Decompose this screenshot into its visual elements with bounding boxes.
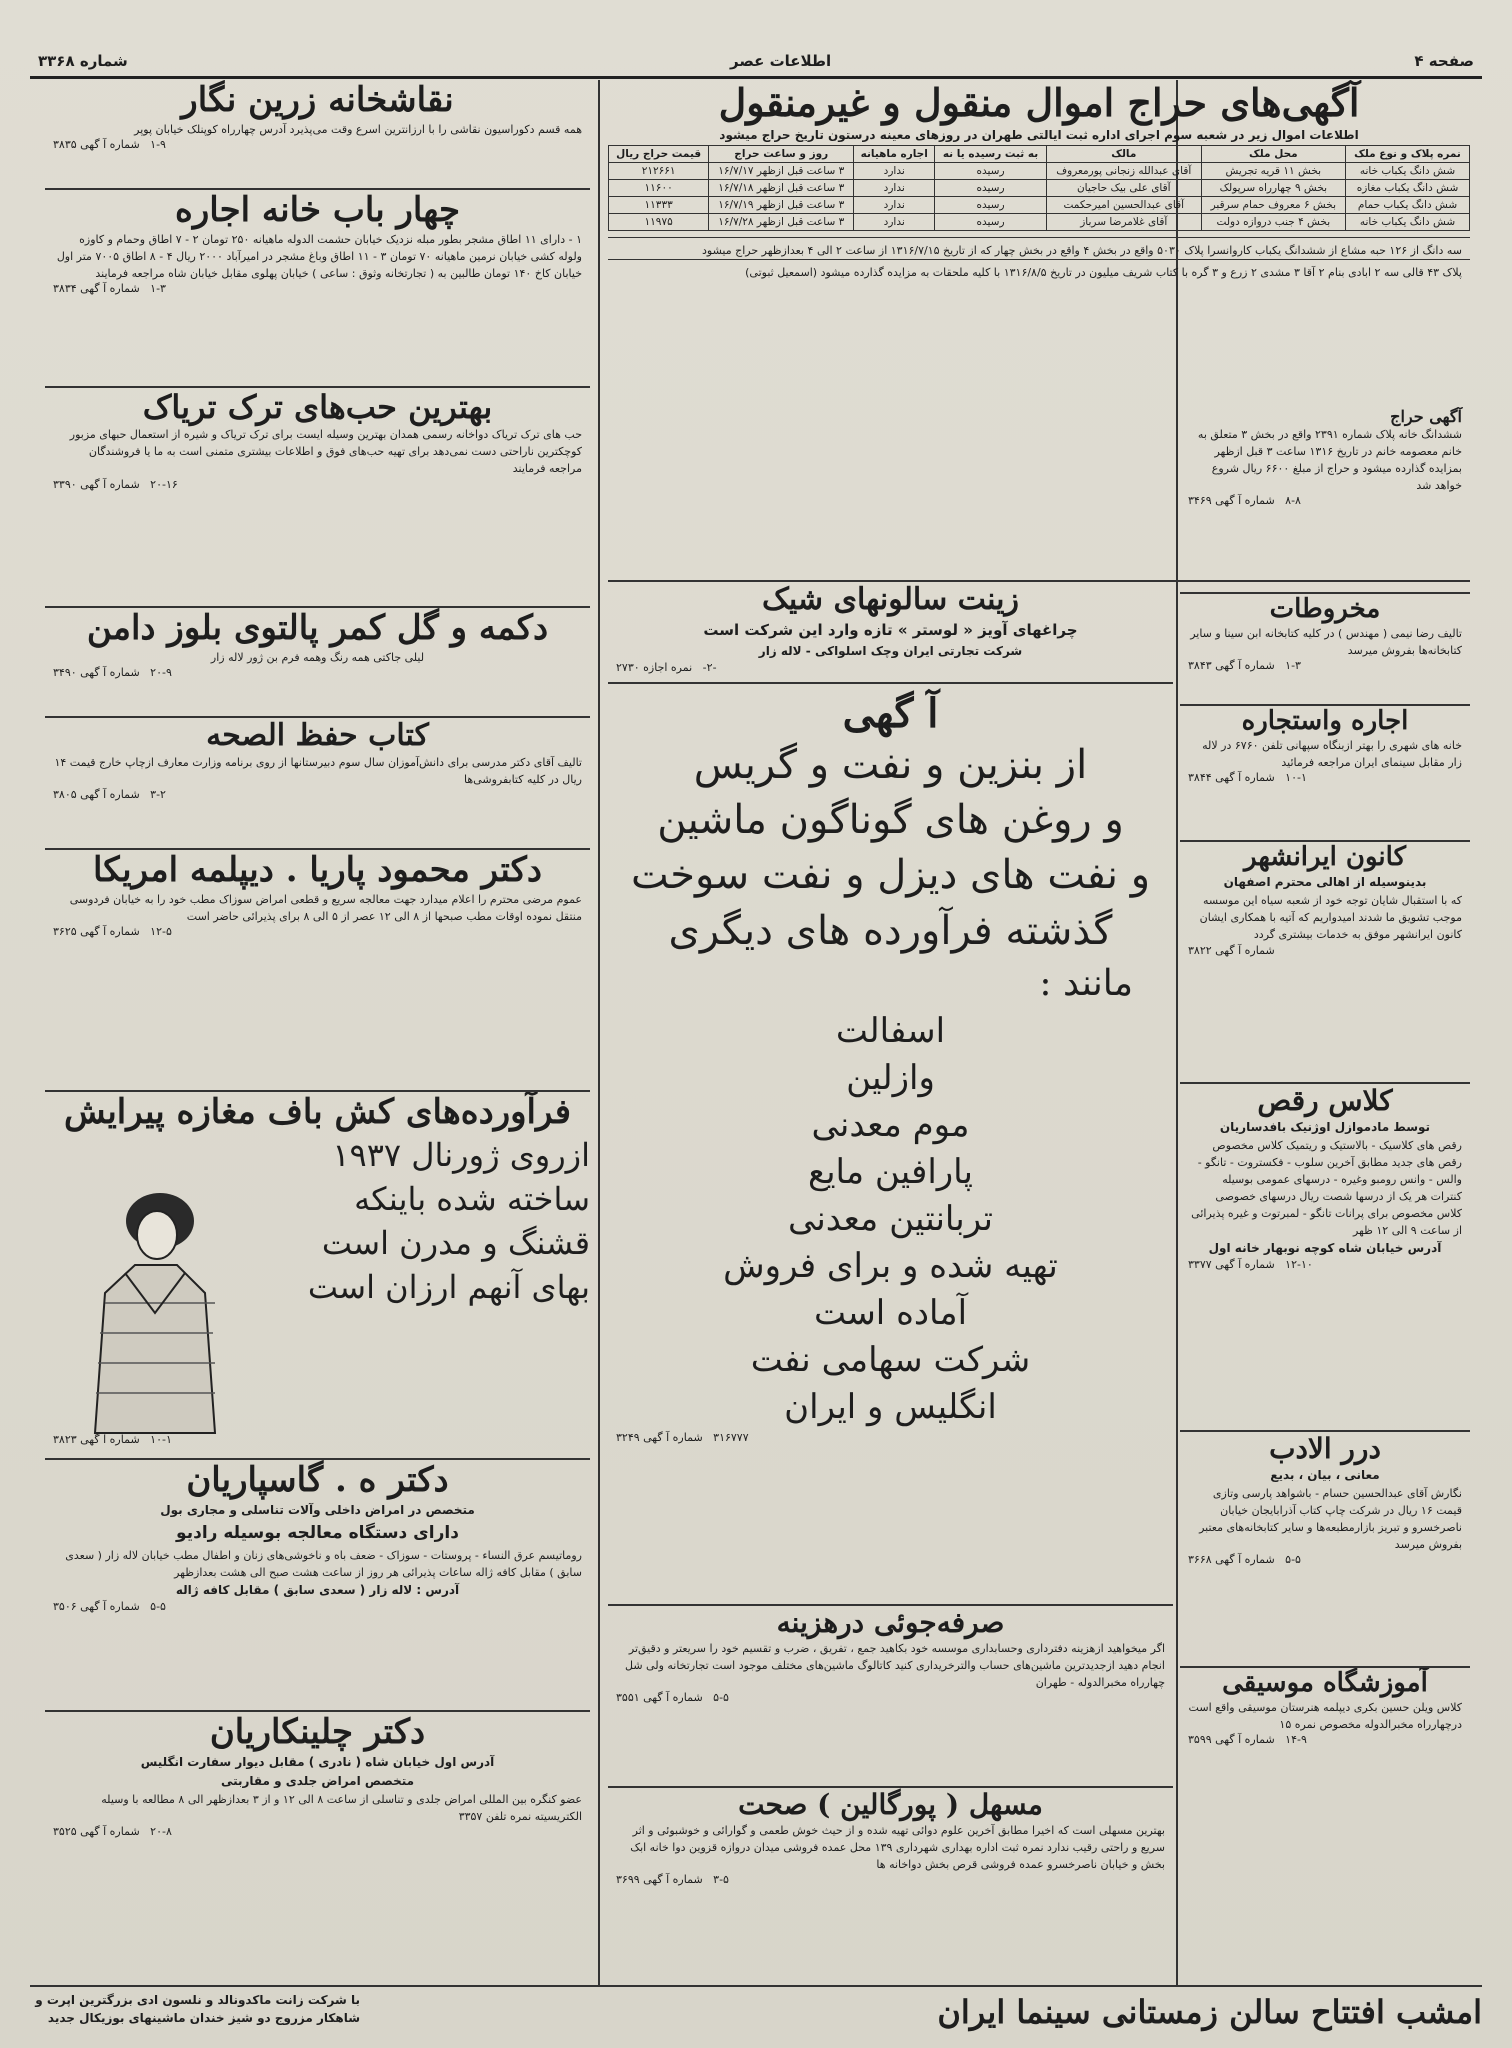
- ad-subtitle: متخصص در امراض داخلی وآلات تناسلی و مجاری بول: [160, 1502, 475, 1517]
- ad-company: شرکت تجارتی ایران وچک اسلواکی - لاله زار: [758, 644, 1023, 658]
- ad-laxative: [608, 1788, 1173, 1982]
- ad-title: دکتر محمود پاریا . دیپلمه امریکا: [93, 850, 542, 890]
- ad-lines: [230, 1133, 590, 1310]
- paper-name: اطلاعات عصر: [730, 52, 832, 70]
- ad-code: ۲۰-۸ شماره آ گهی ۳۵۲۵: [53, 1825, 172, 1839]
- ad-body: چراغهای آویز « لوستر » تازه وارد این شرکت است: [703, 621, 1078, 639]
- ad-knitwear-shop: [45, 1092, 590, 1460]
- ad-code: ۱۴-۹ شماره آ گهی ۳۵۹۹: [1188, 1733, 1307, 1747]
- ad-oil-company: [608, 684, 1173, 1606]
- banner-side-text: با شرکت زانت ماکدونالد و نلسون ادی بزرگترین اپرت و شاهکار مزروج دو شیز خندان ماشینهای بوزیکال جدید: [35, 1993, 360, 2025]
- ad-line: قشنگ و مدرن است: [321, 1224, 590, 1263]
- ad-dance-class: [1180, 1084, 1470, 1432]
- ad-code: ۲۰-۹ شماره آ گهی ۳۴۹۰: [53, 665, 172, 679]
- ad-title: دکتر چلینکاریان: [209, 1712, 426, 1752]
- cinema-banner: [30, 1985, 1482, 2042]
- ad-title: دکمه و گل کمر پالتوی بلوز دامن: [86, 608, 549, 648]
- ad-code: شماره آ گهی ۳۸۲۲: [1188, 943, 1275, 957]
- ad-dr-gasparian: [45, 1460, 590, 1712]
- column-header: محل ملک: [1201, 145, 1345, 162]
- ad-line: مانند :: [1039, 962, 1133, 1004]
- column-header: نمره پلاک و نوع ملک: [1345, 145, 1469, 162]
- ad-painting-shop: [45, 80, 590, 190]
- ad-code: ۱۲-۱۰ شماره آ گهی ۳۳۷۷: [1188, 1258, 1313, 1272]
- auction-title: آگهی‌های حراج اموال منقول و غیرمنقول: [718, 80, 1360, 125]
- table-row: شش دانگ یکباب خانه بخش ۴ جنب دروازه دولت آقای غلامرضا سرباز رسیده ندارد ۳ ساعت قبل ازظهر ۱۶/۷/۲۸ ۱۱۹۷۵: [609, 213, 1470, 230]
- ad-title: صرفه‌جوئی درهزینه: [776, 1606, 1005, 1639]
- ad-rental-agency: [1180, 706, 1470, 842]
- ad-dorar-aladab: [1180, 1432, 1470, 1668]
- ad-title: فرآورده‌های کش باف مغازه پیرایش: [63, 1092, 572, 1132]
- ad-line: انگلیس و ایران: [784, 1386, 997, 1427]
- ad-subtitle: توسط مادموازل اوژنیک بافدساریان: [1219, 1119, 1431, 1134]
- ad-calculators: [608, 1606, 1173, 1788]
- ad-chandeliers: [608, 582, 1173, 684]
- ad-title: مسهل ( پورگالین ) صحت: [738, 1788, 1043, 1821]
- ad-code: ۸-۸ شماره آ گهی ۳۴۶۹: [1188, 494, 1301, 508]
- ad-code: ۲۰-۱۶ شماره آ گهی ۳۳۹۰: [53, 477, 178, 491]
- ad-title: کتاب حفظ الصحه: [206, 718, 429, 753]
- ad-code: ۳-۲ شماره آ گهی ۳۸۰۵: [53, 788, 166, 802]
- ad-line: شرکت سهامی نفت: [750, 1339, 1031, 1380]
- ad-body: ششدانگ خانه پلاک شماره ۲۳۹۱ واقع در بخش ۳ متعلق به خانم معصومه خانم در تاریخ ۱۳۱۶ ساعت ۳ قبل ازظهر بمزایده گذارده میشود و حراج از مبلغ ۶۶۰۰ ریال شروع خواهد شد: [1197, 428, 1462, 493]
- ad-line: وازلین: [846, 1058, 935, 1099]
- ad-body: لیلی جاکتی همه رنگ وهمه فرم بن ژور لاله زار: [210, 650, 425, 664]
- ad-line: گذشته فرآورده های دیگری: [668, 907, 1113, 954]
- woman-illustration-icon: [65, 1173, 235, 1443]
- ad-dr-pariya: [45, 850, 590, 1092]
- ad-code: ۱-۹ شماره آ گهی ۳۸۳۵: [53, 137, 166, 151]
- ad-iranshahr: [1180, 842, 1470, 1084]
- ad-body: عضو کنگره بین المللی امراض جلدی و تناسلی از ساعت ۸ الی ۱۲ و از ۳ بعدازظهر الی ۸ مطالعه با وسیله الکتریسیته نمره تلفن ۳۳۵۷: [101, 1793, 582, 1824]
- ad-title: آگهی حراج: [1390, 407, 1462, 426]
- ad-subtitle: دارای دستگاه معالجه بوسیله رادیو: [176, 1522, 459, 1543]
- column-header: اجاره ماهیانه: [854, 145, 935, 162]
- page-header: [30, 50, 1482, 79]
- ad-title: درر الادب: [1269, 1432, 1381, 1465]
- ad-code: ۱-۳ شماره آ گهی ۳۸۴۳: [1188, 659, 1301, 673]
- ad-code: ۱۰-۱ شماره آ گهی ۳۸۴۴: [1188, 771, 1307, 785]
- ad-address: آدرس خیابان شاه کوچه نوبهار خانه اول: [1208, 1241, 1442, 1256]
- column-header: روز و ساعت حراج: [709, 145, 854, 162]
- ad-subtitle: بدینوسیله از اهالی محترم اصفهان: [1223, 875, 1427, 890]
- ad-auction-house: [1180, 407, 1470, 594]
- ad-title: کلاس رقص: [1257, 1084, 1393, 1117]
- ad-title: زینت سالونهای شیک: [762, 582, 1019, 617]
- ad-title: دکتر ه . گاسپاریان: [186, 1460, 449, 1500]
- ad-title: اجاره واستجاره: [1241, 706, 1409, 736]
- ad-body: کلاس ویلن حسین بکری دیپلمه هنرستان موسیقی واقع است درچهارراه مخبرالدوله مخصوص نمره ۱۵: [1188, 1701, 1462, 1732]
- column-header: مالک: [1046, 145, 1201, 162]
- ad-address: آدرس : لاله زار ( سعدی سابق ) مقابل کافه ژاله: [175, 1583, 460, 1598]
- ad-body: همه قسم دکوراسیون نقاشی را با ارزانترین اسرع وقت می‌پذیرد آدرس چهارراه کوپنلک خیابان پوپر: [134, 122, 582, 136]
- ad-body: خانه های شهری را بهتر ازبنگاه سپهانی تلفن ۶۷۶۰ در لاله زار مقابل سینمای ایران مراجعه فرمائید: [1202, 739, 1462, 770]
- ad-subtitle: معانی ، بیان ، بدیع: [1270, 1467, 1380, 1482]
- ad-dr-chelinkarian: [45, 1712, 590, 1980]
- ad-line: ساخته شده باینکه: [354, 1179, 590, 1218]
- column-header: به ثبت رسیده یا نه: [935, 145, 1047, 162]
- ad-code: -۲- نمره اجازه ۲۷۳۰: [616, 661, 717, 675]
- ad-line: تربانتین معدنی: [788, 1199, 993, 1240]
- auction-table: [608, 145, 1470, 231]
- auction-subtitle: اطلاعات اموال زیر در شعبه سوم اجرای اداره ثبت ایالتی طهران در روزهای معینه درستون تاریخ حراج میشود: [719, 127, 1359, 142]
- table-row: شش دانگ یکباب مغازه بخش ۹ چهارراه سرپولک آقای علی بیک حاجیان رسیده ندارد ۳ ساعت قبل ازظهر ۱۶/۷/۱۸ ۱۱۶۰۰: [609, 179, 1470, 196]
- ad-subtitle: متخصص امراض جلدی و مقاربتی: [220, 1773, 415, 1788]
- ad-body: تالیف آقای دکتر مدرسی برای دانش‌آموزان سال سوم دبیرستانها از روی برنامه وزارت معارف ازچاپ خارج قیمت ۱۴ ریال در کلیه کتابفروشی‌ها: [54, 756, 582, 787]
- ad-body: که با استقبال شایان توجه خود از شعبه سیاه این موسسه موجب تشویق ما شدند امیدواریم که آتیه با همکاری ایشان کانون ایرانشهر موفق به خدمات بیشتری گردد: [1199, 894, 1462, 942]
- ad-title: کانون ایرانشهر: [1244, 842, 1406, 872]
- auction-note: پلاک ۴۳ قالی سه ۲ ابادی بنام ۲ آقا ۳ مشدی ۲ زرع و ۳ گره با کتاب شریف میلیون در تاریخ ۱۳۱۶/۸/۵ با کلیه ملحقات به مزایده گذارده میشود (اسمعیل ثبوتی): [608, 259, 1470, 281]
- ad-line: موم معدنی: [811, 1105, 970, 1146]
- ad-code: ۵-۵ شماره آ گهی ۳۶۶۸: [1188, 1552, 1301, 1566]
- center-column: [608, 582, 1173, 1982]
- ad-houses-for-rent: [45, 190, 590, 388]
- ad-line: پارافین مایع: [807, 1152, 974, 1193]
- ad-body: روماتیسم عرق النساء - پروستات - سوزاک - ضعف باه و ناخوشی‌های زنان و اطفال مطب خیابان لاله زار ( سعدی سابق ) مقابل کافه ژاله ساعات پذیرائی هر روز از ساعت هشت صبح الی هشت بعدازظهر: [65, 1549, 582, 1580]
- ad-body: عموم مرضی محترم را اعلام میدارد جهت معالجه سریع و قطعی امراض سوزاک مطب خود را به خیابان فردوسی منتقل نموده اوقات مطب صبحها از ۸ الی ۱۲ عصر از ۵ الی ۸ برای پذیرائی حاضر است: [69, 892, 582, 923]
- ad-health-book: [45, 718, 590, 850]
- column-divider: [598, 80, 600, 1985]
- ad-cones-book: [1180, 594, 1470, 706]
- table-row: شش دانگ یکباب حمام بخش ۶ معروف حمام سرقبر آقای عبدالحسین امیرحکمت رسیده ندارد ۳ ساعت قبل ازظهر ۱۶/۷/۱۹ ۱۱۳۳۳: [609, 196, 1470, 213]
- right-column: [1180, 407, 1470, 1982]
- ad-code: ۱۰-۱ شماره آ گهی ۳۸۲۳: [53, 1432, 172, 1446]
- banner-headline: امشب افتتاح سالن زمستانی سینما ایران: [937, 1993, 1482, 2031]
- ad-title: آموزشگاه موسیقی: [1222, 1668, 1428, 1698]
- page-label: صفحه ۴: [1414, 52, 1474, 70]
- ad-line: و روغن های گوناگون ماشین: [657, 797, 1124, 844]
- ad-title: نقاشخانه زرین نگار: [181, 80, 454, 120]
- ad-body: تالیف رضا نیمی ( مهندس ) در کلیه کتابخانه ابن سینا و سایر کتابخانه‌ها بفروش میرسد: [1190, 627, 1462, 658]
- ad-code: ۳-۵ شماره آ گهی ۳۶۹۹: [616, 1872, 729, 1886]
- ad-line: تهیه شده و برای فروش: [723, 1245, 1058, 1286]
- ad-line: ازروی ژورنال ۱۹۳۷: [332, 1135, 590, 1174]
- table-row: شش دانگ یکباب خانه بخش ۱۱ قریه تجریش آقای عبدالله زنجانی پورمعروف رسیده ندارد ۳ ساعت قبل ازظهر ۱۶/۷/۱۷ ۲۱۲۶۶۱: [609, 162, 1470, 179]
- ad-music-school: [1180, 1668, 1470, 1982]
- ad-code: ۱۲-۵ شماره آ گهی ۳۶۲۵: [53, 924, 172, 938]
- ad-code: ۱-۳ شماره آ گهی ۳۸۳۴: [53, 281, 166, 295]
- ad-line: آماده است: [813, 1292, 968, 1333]
- left-column: [45, 80, 590, 1985]
- ad-line: اسفالت: [835, 1011, 946, 1052]
- ad-body: بهترین مسهلی است که اخیرا مطابق آخرین علوم دوائی تهیه شده و از حیث خوش طعمی و گوارائی و خوشبوئی و اثر سریع و راحتی رقیب ندارد نمره ثبت اداره بهداری شهرداری ۱۳۹ محل عمده فروشی میدان دروازه قزوین دوا خانه ابک بخش و خیابان ناصرخسرو عمده فروشی قرص بخش دواخانه ها: [630, 1823, 1165, 1871]
- ad-code: ۳۱۶۷۷۷ شماره آ گهی ۳۲۴۹: [616, 1430, 749, 1444]
- ad-body: ۱ - دارای ۱۱ اطاق مشجر بطور مبله نزدیک خیابان حشمت الدوله ماهیانه ۲۵۰ تومان ۲ - ۷ اطاق وحمام و کاوزه ولوله کشی خیابان نرمین ماهیانه ۷۰ تومان ۳ - ۱۱ اطاق وباغ مشجر در امیرآباد ۲۰۰۰ ریال ۴ - ۸ اطاق ۷۰۰۵ متر اول خیابان کاخ ۱۴۰ تومان طالبین به ( تجارتخانه وثوق : ساعی ) خیابان پهلوی مقابل خیابان شاه مراجعه فرمایند: [56, 232, 582, 280]
- ad-body: اگر میخواهید ازهزینه دفترداری وحسابداری موسسه خود بکاهید جمع ، تفریق ، ضرب و تقسیم خود را سریعتر و دقیق‌تر انجام دهید ازجدیدترین ماشین‌های حساب والترخریداری کنید کاتالوگ ماشین‌های مختلف موجود است تجارتخانه ولی شل چهارراه مخبرالدوله - طهران: [625, 1641, 1165, 1689]
- ad-body: حب های ترک تریاک دواخانه رسمی همدان بهترین وسیله ایست برای ترک تریاک و شیره از استعمال حبهای مزبور کوچکترین ناراحتی دست نمی‌دهد برای تهیه حب‌های فوق و اطلاعات بیشتری متمنی است به ما یا فروشندگان مراجعه فرمایند: [69, 428, 582, 476]
- auction-table-header: [609, 145, 1470, 162]
- issue-number: شماره ۳۳۶۸: [38, 52, 128, 70]
- ad-title: آ گهی: [842, 690, 939, 737]
- auction-note: سه دانگ از ۱۲۶ حبه مشاع از ششدانگ یکباب کاروانسرا پلاک ۵۰۳۰ واقع در بخش ۴ واقع در بخش چهار که از تاریخ ۱۳۱۶/۷/۱۵ از ساعت ۲ الی ۴ بعدازظهر حراج میشود: [608, 237, 1470, 259]
- ad-title: چهار باب خانه اجاره: [175, 190, 460, 230]
- ad-body: نگارش آقای عبدالحسین حسام - باشواهد پارسی وتازی قیمت ۱۶ ریال در شرکت چاپ کتاب آذرابایجان خیابان ناصرخسرو و تبریز بازارمطبعه‌ها و سایر کتابخانه‌های معتبر بفروش میرسد: [1199, 1486, 1462, 1551]
- ad-opium-pills: [45, 388, 590, 608]
- ad-body: رقص های کلاسیک - بالاستیک و ریتمیک کلاس مخصوص رقص های جدید مطابق آخرین سلوب - فکستروت - تانگو - والس - وانس رومبو وغیره - درسهای عمومی بوسیله کنترات هر یک از درسها شصت ریال درسهای خصوصی کلاس مخصوص برای پرانات تانگو - لمبرتوت و غیره پذیرائی از ساعت ۹ الی ۱۲ ظهر: [1191, 1138, 1462, 1238]
- ad-title: مخروطات: [1269, 594, 1381, 624]
- ad-code: ۵-۵ شماره آ گهی ۳۵۰۶: [53, 1600, 166, 1614]
- ad-buttons-belts: [45, 608, 590, 718]
- column-header: قیمت حراج ریال: [609, 145, 709, 162]
- ad-subtitle: آدرس اول خیابان شاه ( نادری ) مقابل دیوار سفارت انگلیس: [140, 1754, 495, 1769]
- ad-code: ۵-۵ شماره آ گهی ۳۵۵۱: [616, 1690, 729, 1704]
- ad-line: و نفت های دیزل و نفت سوخت: [630, 852, 1151, 899]
- ad-title: بهترین حب‌های ترک تریاک: [142, 388, 493, 426]
- ad-line: بهای آنهم ارزان است: [307, 1268, 590, 1307]
- ad-line: از بنزین و نفت و گریس: [693, 742, 1088, 788]
